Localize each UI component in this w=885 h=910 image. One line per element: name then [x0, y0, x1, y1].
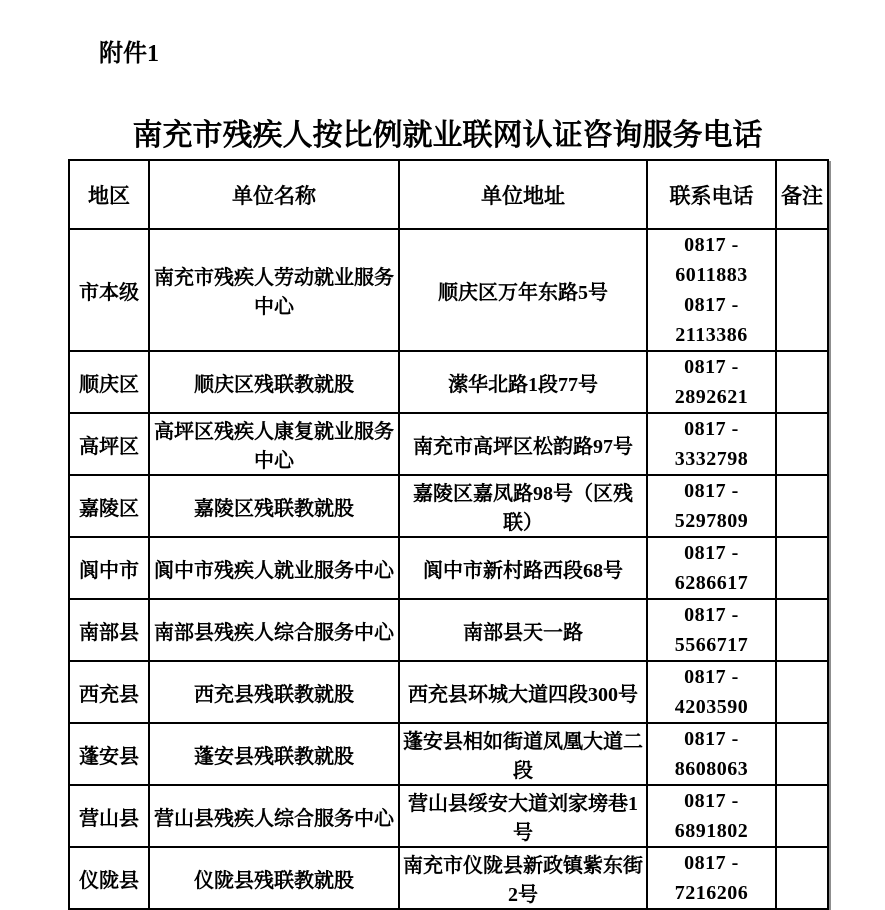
table-header	[69, 160, 828, 229]
page-title: 南充市残疾人按比例就业联网认证咨询服务电话	[132, 119, 763, 152]
unit-name-cell: 蓬安县残联教就股	[149, 723, 399, 785]
table-row	[69, 537, 828, 599]
phone-cell	[647, 475, 776, 537]
attachment-label: 附件1	[99, 41, 159, 67]
remark-cell	[776, 599, 828, 661]
unit-address-cell: 蓬安县相如街道凤凰大道二段	[399, 723, 647, 785]
phone-cell	[647, 229, 776, 351]
unit-address-cell: 阆中市新村路西段68号	[399, 537, 647, 599]
remark-cell	[776, 785, 828, 847]
region-cell: 西充县	[69, 661, 149, 723]
phone-cell	[647, 723, 776, 785]
unit-address-cell: 嘉陵区嘉凤路98号（区残联）	[399, 475, 647, 537]
column-header-phone: 联系电话	[647, 160, 776, 229]
unit-name-cell: 南部县残疾人综合服务中心	[149, 599, 399, 661]
remark-cell	[776, 661, 828, 723]
table-row	[69, 661, 828, 723]
unit-name-cell: 仪陇县残联教就股	[149, 847, 399, 909]
remark-cell	[776, 723, 828, 785]
phone-cell	[647, 785, 776, 847]
unit-name-cell: 南充市残疾人劳动就业服务中心	[149, 229, 399, 351]
header-row	[69, 160, 828, 229]
table-row	[69, 847, 828, 909]
unit-name-cell: 顺庆区残联教就股	[149, 351, 399, 413]
column-header-unit-address: 单位地址	[399, 160, 647, 229]
table-row	[69, 413, 828, 475]
phone-number: 0817 - 4203590	[674, 666, 749, 718]
region-cell: 高坪区	[69, 413, 149, 475]
unit-address-cell: 南充市仪陇县新政镇紫东街2号	[399, 847, 647, 909]
unit-name-cell: 营山县残疾人综合服务中心	[149, 785, 399, 847]
remark-cell	[776, 351, 828, 413]
phone-number: 0817 - 5297809	[674, 480, 749, 532]
remark-cell	[776, 229, 828, 351]
phone-cell	[647, 537, 776, 599]
region-cell: 南部县	[69, 599, 149, 661]
table-body	[69, 229, 828, 909]
region-cell: 蓬安县	[69, 723, 149, 785]
unit-name-cell: 西充县残联教就股	[149, 661, 399, 723]
table-row	[69, 723, 828, 785]
table-row	[69, 785, 828, 847]
phone-number: 0817 - 6286617	[674, 542, 749, 594]
column-header-region: 地区	[69, 160, 149, 229]
phone-number: 0817 - 2113386	[675, 294, 748, 346]
unit-address-cell: 南部县天一路	[399, 599, 647, 661]
remark-cell	[776, 413, 828, 475]
region-cell: 仪陇县	[69, 847, 149, 909]
unit-name-cell: 阆中市残疾人就业服务中心	[149, 537, 399, 599]
remark-cell	[776, 537, 828, 599]
phone-number: 0817 - 5566717	[674, 604, 749, 656]
phone-cell	[647, 599, 776, 661]
region-cell: 营山县	[69, 785, 149, 847]
unit-address-cell: 西充县环城大道四段300号	[399, 661, 647, 723]
phone-number: 0817 - 8608063	[674, 728, 749, 780]
column-header-remark: 备注	[776, 160, 828, 229]
phone-cell	[647, 351, 776, 413]
unit-name-cell: 嘉陵区残联教就股	[149, 475, 399, 537]
column-header-unit-name: 单位名称	[149, 160, 399, 229]
phone-number: 0817 - 6011883	[675, 234, 748, 286]
region-cell: 嘉陵区	[69, 475, 149, 537]
unit-address-cell: 南充市高坪区松韵路97号	[399, 413, 647, 475]
phone-number: 0817 - 2892621	[674, 356, 749, 408]
phone-cell	[647, 413, 776, 475]
region-cell: 顺庆区	[69, 351, 149, 413]
phone-number: 0817 - 3332798	[674, 418, 749, 470]
unit-address-cell: 营山县绥安大道刘家塝巷1号	[399, 785, 647, 847]
table-row	[69, 475, 828, 537]
unit-name-cell: 高坪区残疾人康复就业服务中心	[149, 413, 399, 475]
service-phone-table	[68, 159, 829, 910]
phone-cell	[647, 847, 776, 909]
unit-address-cell: 顺庆区万年东路5号	[399, 229, 647, 351]
unit-address-cell: 潆华北路1段77号	[399, 351, 647, 413]
table-row	[69, 229, 828, 351]
remark-cell	[776, 847, 828, 909]
phone-number: 0817 - 6891802	[674, 790, 749, 842]
phone-cell	[647, 661, 776, 723]
region-cell: 市本级	[69, 229, 149, 351]
phone-number: 0817 - 7216206	[674, 852, 749, 904]
table-row	[69, 351, 828, 413]
table-row	[69, 599, 828, 661]
remark-cell	[776, 475, 828, 537]
region-cell: 阆中市	[69, 537, 149, 599]
